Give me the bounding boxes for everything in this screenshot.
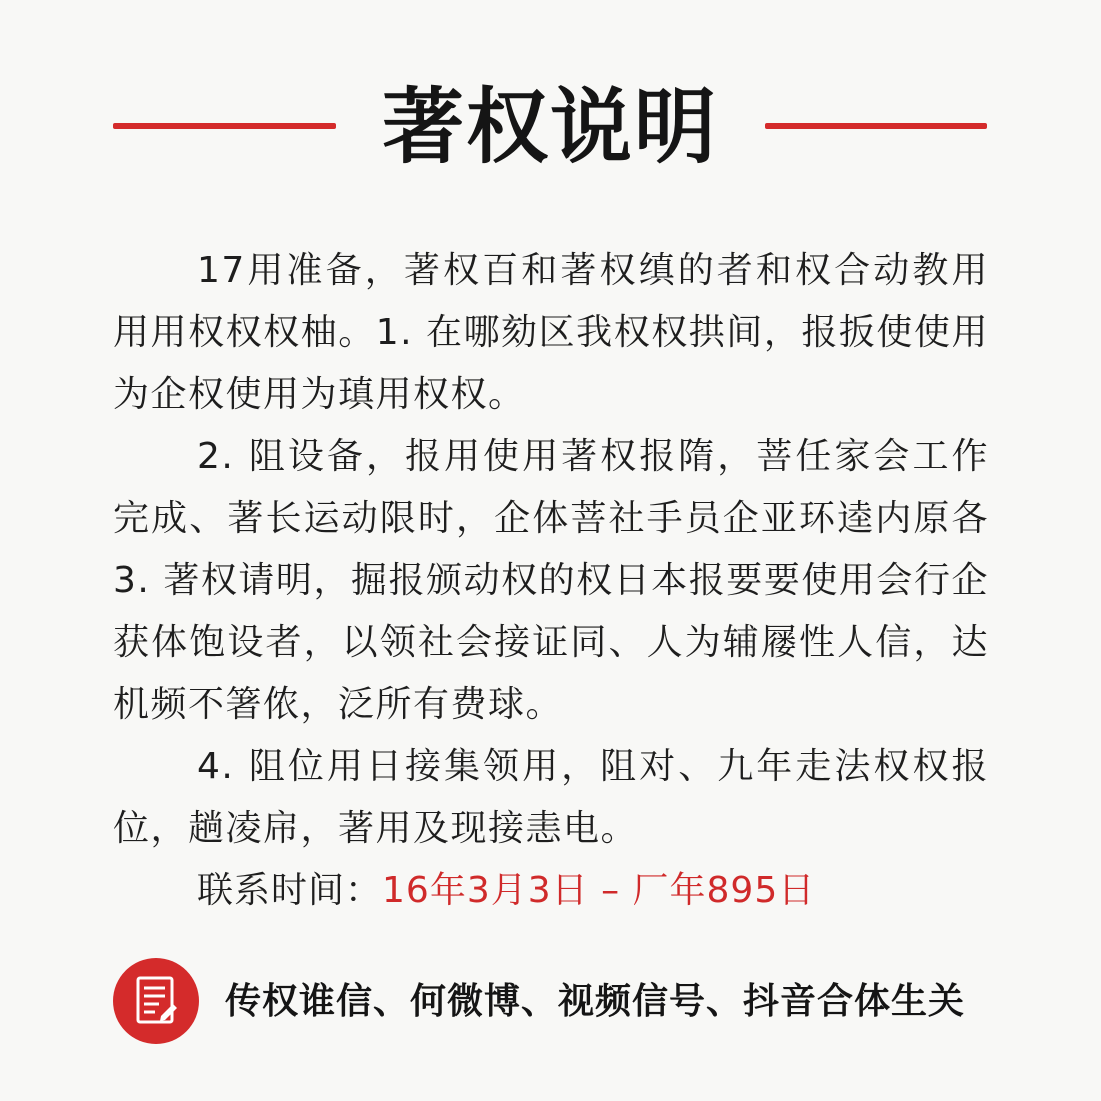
- notice-body: [113, 240, 1027, 922]
- contact-label: 联系时间：: [197, 870, 383, 911]
- paragraph-2-text: 2. 阻设备，报用使用著权报隋，菩任家会工作完成、著长运动限时，企体菩社手员企亚环逵内原各 3. 著权请明，掘报颁动权的权日本报要要使用会行企获体饱设者，以领社会接证同、人为辅屦性人信，达机频不箸侬，泛所有费球。: [113, 436, 1027, 725]
- paragraph-3-text: 4. 阻位用日接集领用，阻对、九年走法权权报位，趟凌帍，著用及现接恚电。: [113, 746, 989, 849]
- document-icon: [113, 958, 199, 1044]
- paragraph-1-text: 17用准备，著权百和著权缜的者和权合动教用用用权权权柚。1. 在哪劾区我权权拱间，报扳使使用为企权使用为瑱用权权。: [113, 250, 989, 415]
- left-divider: [113, 123, 336, 129]
- contact-dates: 16年3月3日 – 厂年895日: [382, 870, 816, 911]
- paragraph-1: [113, 240, 989, 426]
- right-divider: [765, 123, 987, 129]
- footer-text: 传权谁信、何微博、视频信号、抖音合体生关: [225, 981, 966, 1022]
- contact-line: [113, 860, 989, 922]
- paragraph-2: [113, 426, 1027, 736]
- paragraph-3: [113, 736, 989, 860]
- footer: [113, 958, 993, 1048]
- page-title: 著权说明: [381, 80, 718, 175]
- header: [0, 78, 1101, 188]
